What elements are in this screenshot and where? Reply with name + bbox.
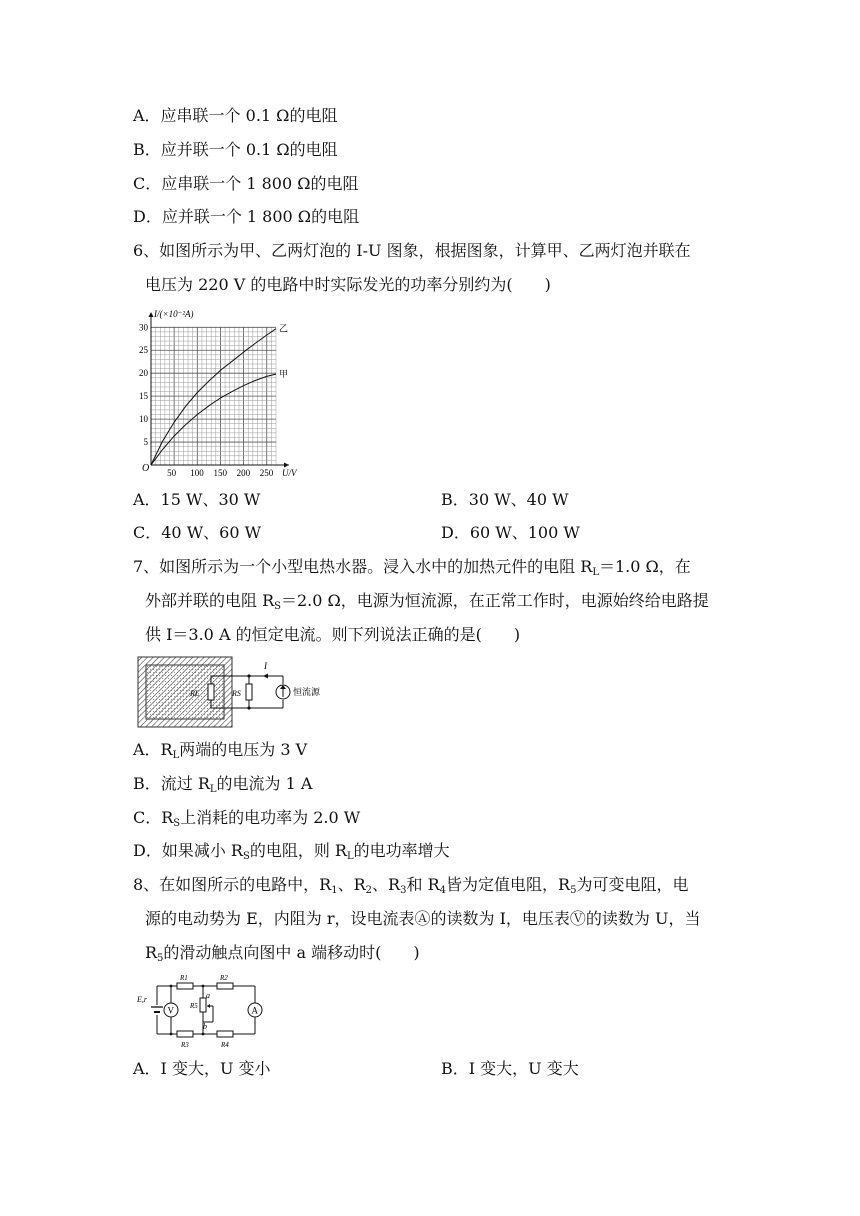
- r3-label: R3: [181, 1041, 189, 1049]
- a-label: a: [206, 991, 210, 1000]
- q7-stem-line1: 7、如图所示为一个小型电热水器。浸入水中的加热元件的电阻 $R_L=1.0$ Ω，在: [133, 557, 691, 578]
- resistor-rs: [246, 684, 252, 700]
- x-tick-label: 200: [236, 468, 251, 478]
- r1-label: R1: [180, 974, 188, 982]
- q6-option-d: D．60 W、100 W: [441, 523, 580, 542]
- q5-option-b: B．应并联一个 0.1 Ω的电阻: [133, 140, 338, 159]
- q5-option-d: D．应并联一个 1 800 Ω的电阻: [133, 207, 360, 226]
- q6-option-c: C．40 W、60 W: [133, 523, 262, 542]
- y-axis-arrow: [149, 312, 154, 317]
- ammeter-label: A: [251, 1005, 258, 1016]
- resistor-r4: [217, 1031, 233, 1037]
- y-tick-label: 10: [139, 414, 148, 425]
- voltmeter-label: V: [167, 1005, 174, 1016]
- q6-option-b: B．30 W、40 W: [441, 490, 569, 509]
- q8-option-a: A．I 变大，U 变小: [133, 1059, 271, 1078]
- x-axis-arrow: [284, 463, 289, 468]
- q8-stem-line1: 8、在如图所示的电路中，$R_1$、$R_2$、$R_3$和 $R_4$皆为定值电阻，$R_5$为可变电阻，电: [133, 875, 689, 896]
- rl-label: RL: [190, 689, 200, 698]
- resistor-r5: [200, 998, 206, 1012]
- r5-label: R5: [190, 1002, 198, 1010]
- q8-stem-line2: 源的电动势为 E，内阻为 r，设电流表Ⓐ的读数为 I，电压表Ⓥ的读数为 U，当: [145, 909, 701, 928]
- y-tick-label: 5: [143, 437, 148, 448]
- y-tick-label: 25: [139, 345, 148, 356]
- q8-stem-line3: $R_5$的滑动触点向图中 a 端移动时( ): [145, 943, 420, 964]
- r2-label: R2: [220, 974, 228, 982]
- q8-option-b: B．I 变大，U 变大: [441, 1059, 579, 1078]
- y-tick-label: 15: [139, 391, 148, 402]
- q7-option-b: B．流过 $R_L$的电流为 1 A: [133, 774, 313, 795]
- r4-label: R4: [221, 1041, 229, 1049]
- source-label: 恒流源: [293, 687, 321, 697]
- current-arrow: [263, 674, 268, 679]
- q7-option-c: C．$R_S$上消耗的电功率为 2.0 W: [133, 808, 361, 829]
- q7-stem-line3: 供 I＝3.0 A 的恒定电流。则下列说法正确的是( ): [145, 625, 521, 644]
- q6-stem-line2: 电压为 220 V 的电路中时实际发光的功率分别约为( ): [145, 275, 551, 294]
- series-label: 乙: [279, 323, 289, 334]
- y-tick-label: 20: [139, 368, 148, 379]
- emf-label: E,r: [137, 995, 147, 1004]
- circuit-figure: [137, 972, 267, 1050]
- current-label: I: [264, 661, 267, 671]
- x-tick-label: 50: [167, 468, 177, 478]
- resistor-rl: [208, 684, 214, 700]
- water-heater-figure: [137, 656, 345, 728]
- b-label: b: [203, 1022, 207, 1031]
- q5-option-c: C．应串联一个 1 800 Ω的电阻: [133, 174, 359, 193]
- chart-origin-label: O: [142, 463, 150, 474]
- resistor-r1: [177, 983, 193, 989]
- y-tick-label: 30: [139, 322, 148, 333]
- resistor-r3: [177, 1031, 193, 1037]
- iu-chart: [133, 303, 313, 483]
- chart-x-axis-label: U/V: [282, 468, 297, 478]
- x-tick-label: 150: [213, 468, 227, 478]
- x-tick-label: 100: [190, 468, 204, 478]
- resistor-r2: [217, 983, 233, 989]
- chart-grid: [151, 327, 276, 465]
- q7-option-a: A．$R_L$两端的电压为 3 V: [133, 740, 308, 761]
- q5-option-a: A．应串联一个 0.1 Ω的电阻: [133, 106, 338, 125]
- q7-stem-line2: 外部并联的电阻 $R_S=2.0$ Ω，电源为恒流源，在正常工作时，电源始终给电路提: [145, 591, 709, 612]
- q6-option-a: A．15 W、30 W: [133, 490, 261, 509]
- x-tick-label: 250: [259, 468, 274, 478]
- series-label: 甲: [279, 369, 289, 380]
- chart-y-axis-label: I/(×10⁻²A): [154, 309, 194, 319]
- q7-option-d: D．如果减小 $R_S$的电阻，则 $R_L$的电功率增大: [133, 841, 450, 862]
- q6-stem-line1: 6、如图所示为甲、乙两灯泡的 I-U 图象，根据图象，计算甲、乙两灯泡并联在: [133, 241, 691, 260]
- chart-series: [151, 324, 288, 465]
- rs-label: RS: [232, 689, 241, 698]
